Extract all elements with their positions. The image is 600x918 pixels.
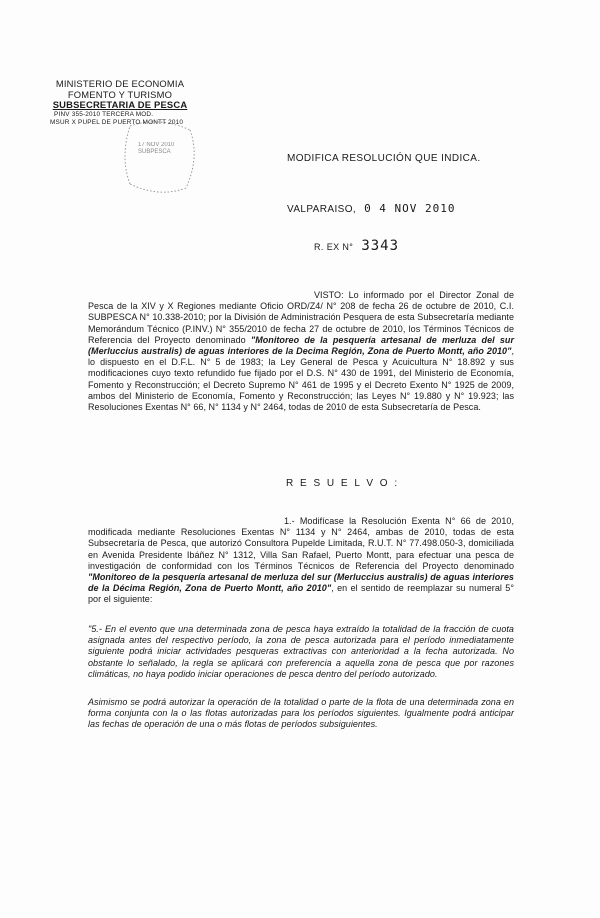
city-label: VALPARAISO,	[287, 204, 357, 215]
point1-text-a: 1.- Modifícase la Resolución Exenta N° 66 de 2010, modificada mediante Resoluciones Exentas N° 1134 y N° 2464, ambas de 2010, todas de esta Subsecretaría de Pesca, que autorizó Consultora Pupelde Limitada, R.U.T. N° 77.498.050-3, domiciliada en Avenida Presidente Ibáñez N° 1312, Villa San Rafael, Puerto Montt, para efectuar una pesca de investigación de conformidad con los Términos Técnicos de Referencia del Proyecto denominado	[88, 516, 514, 571]
stamp-text	[138, 142, 174, 156]
letterhead-ministry: MINISTERIO DE ECONOMIA	[55, 78, 185, 89]
point1-text-b: , en el sentido de reemplazar su numeral 5° por el siguiente:	[88, 583, 514, 605]
letterhead-subsecretaria: SUBSECRETARIA DE PESCA	[52, 99, 188, 110]
point1-project-title: "Monitoreo de la pesquería artesanal de merluza del sur (Merluccius australis) de aguas interiores de la Décima Región, Zona de Puerto Montt, año 2010"	[88, 572, 514, 594]
resolution-point-1	[88, 516, 514, 606]
letterhead-reference-2: MSUR X PUPEL DE PUERTO MONTT 2010	[50, 118, 184, 126]
letterhead-department: FOMENTO Y TURISMO	[67, 88, 173, 100]
resolution-number-line	[314, 238, 399, 254]
visto-text-b: , lo dispuesto en el D.F.L. N° 5 de 1983; la Ley General de Pesca y Acuicultura N° 18.892 y sus modificaciones cuyo texto refundido fue fijado por el D.S. N° 430 de 1991, del Ministerio de Economía, Fomento y Reconstrucción; el Decreto Supremo N° 461 de 1995 y el Decreto Exento N° 1925 de 2009, ambos del Ministerio de Economía, Fomento y Reconstrucción; las Leyes N° 19.880 y N° 19.923; las Resoluciones Exentas N° 66, N° 1134 y N° 2464, todas de 2010 de esta Subsecretaría de Pesca.	[88, 346, 514, 413]
document-subject: MODIFICA RESOLUCIÓN QUE INDICA.	[287, 153, 481, 164]
rex-number: 3343	[361, 238, 400, 254]
quoted-numeral-5	[88, 624, 514, 680]
handwritten-date: 0 4 NOV 2010	[364, 202, 456, 215]
stamp-office: SUBPESCA	[138, 149, 171, 155]
letterhead-reference-1: PINV 355-2010 TERCERA MOD.	[54, 110, 154, 118]
visto-project-title: "Monitoreo de la pesquería artesanal de merluza del sur (Merluccius australis) de aguas interiores de la Decima Región, Zona de Puerto Montt, año 2010"	[88, 334, 515, 357]
stamp-date: 17 NOV 2010	[138, 142, 175, 148]
quote-paragraph-1: "5.- En el evento que una determinada zona de pesca haya extraído la totalidad de la fracción de cuota asignada antes del respectivo período, la zona de pesca autorizada para el período inmediatamente siguiente podrá iniciar actividades pesqueras extractivas con anterioridad a la fecha autorizada. No obstante lo señalado, la regla se aplicará con preferencia a aquella zona de pesca que por razones climáticas, no haya podido iniciar operaciones de pesca dentro del período autorizado.	[88, 624, 514, 679]
resuelvo-heading: R E S U E L V O :	[286, 478, 400, 489]
reception-stamp-icon	[120, 118, 198, 196]
visto-text-a: VISTO: Lo informado por el Director Zonal de Pesca de la XIV y X Regiones mediante Oficio ORD/Z4/ N° 208 de fecha 26 de octubre de 2010, C.I. SUBPESCA N° 10.338-2010; por la División de Administración Pesquera de esta Subsecretaría mediante Memorándum Técnico (P.INV.) N° 355/2010 de fecha 27 de octubre de 2010, los Términos Técnicos de Referencia del Proyecto denominado	[88, 290, 514, 345]
quote-paragraph-2: Asimismo se podrá autorizar la operación de la totalidad o parte de la flota de una determinada zona en forma conjunta con la o las flotas autorizadas para los períodos siguientes. Igualmente podrá anticipar las fechas de operación de una o más flotas de períodos subsiguientes.	[88, 697, 514, 730]
rex-label: R. EX N°	[314, 242, 354, 252]
visto-paragraph	[88, 290, 514, 413]
quoted-numeral-5-continued	[88, 697, 514, 731]
place-date-line	[287, 202, 456, 215]
